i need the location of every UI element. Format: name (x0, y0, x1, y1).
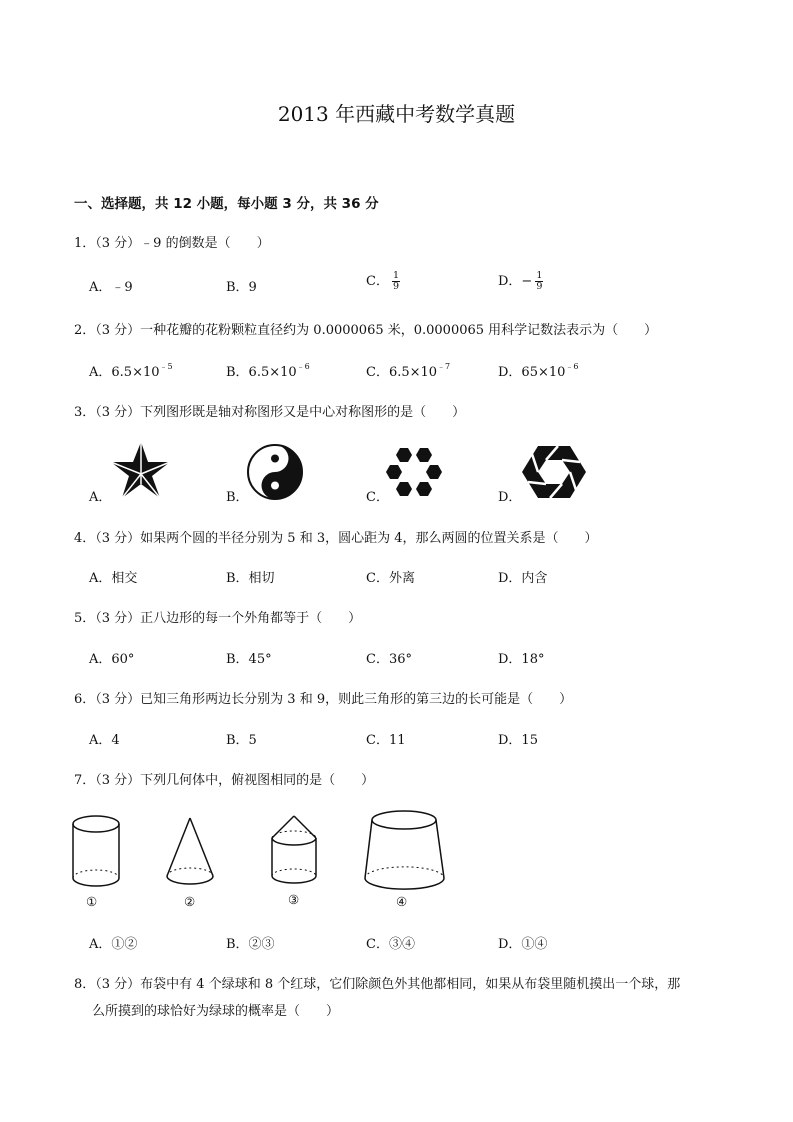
solid-label-3: ③ (288, 892, 300, 907)
q5-option-c: C．36° (366, 652, 412, 667)
q2-option-c: C．$6.5\times 10^{﹣7}$ (366, 361, 451, 380)
shutter-figure (522, 444, 586, 500)
hexagon-ring-figure (386, 446, 442, 498)
q4-option-a: A．相交 (89, 571, 138, 586)
question-3-stem: 3．（3 分）下列图形既是轴对称图形又是中心对称图形的是（ ） (74, 405, 466, 420)
star-figure (108, 440, 174, 502)
q2-option-d: D．$65\times 10^{﹣6}$ (498, 361, 579, 380)
q4-option-c: C．外离 (366, 571, 415, 586)
page-title: 2013 年西藏中考数学真题 (277, 102, 516, 126)
question-8-stem-line1: 8．（3 分）布袋中有 4 个绿球和 8 个红球，它们除颜色外其他都相同，如果从布袋里随机摸出一个球，那 (74, 977, 681, 992)
q3-option-a: A． (89, 490, 112, 505)
q6-option-b: B．5 (226, 733, 257, 748)
q6-option-d: D．15 (498, 733, 538, 748)
question-5-stem: 5．（3 分）正八边形的每一个外角都等于（ ） (74, 611, 362, 626)
cylinder-cone-figure (266, 812, 322, 892)
q7-option-c: C．③④ (366, 937, 415, 952)
solid-label-2: ② (184, 894, 196, 909)
q7-option-b: B．②③ (226, 937, 275, 952)
q5-option-a: A．60° (89, 652, 135, 667)
question-1-stem: 1．（3 分）﹣9 的倒数是（ ） (74, 236, 270, 251)
q7-option-a: A．①② (89, 937, 138, 952)
cone-figure (164, 814, 218, 890)
q3-option-b: B． (226, 490, 249, 505)
q1-option-b: B．9 (226, 280, 257, 295)
q1-option-a: A．﹣9 (89, 280, 133, 295)
q6-option-a: A．4 (89, 733, 120, 748)
q4-option-d: D．内含 (498, 571, 548, 586)
q3-option-d: D． (498, 490, 522, 505)
q2-option-a: A．$6.5\times 10^{﹣5}$ (89, 361, 173, 380)
q6-option-c: C．11 (366, 733, 406, 748)
taiji-figure (246, 443, 304, 501)
frustum-figure (360, 806, 450, 892)
q4-option-b: B．相切 (226, 571, 275, 586)
q3-option-c: C． (366, 490, 389, 505)
solid-label-4: ④ (396, 894, 408, 909)
question-8-stem-line2: 么所摸到的球恰好为绿球的概率是（ ） (92, 1004, 340, 1019)
cylinder-figure (70, 812, 124, 892)
q1-option-c: C． $\frac{1}{9}$ (366, 270, 399, 292)
question-4-stem: 4．（3 分）如果两个圆的半径分别为 5 和 3，圆心距为 4，那么两圆的位置关系是（ ） (74, 531, 598, 546)
q2-option-b: B．$6.5\times 10^{﹣6}$ (226, 361, 310, 380)
question-2-stem: 2．（3 分）一种花瓣的花粉颗粒直径约为 0.0000065 米，0.0000065 用科学记数法表示为（ ） (74, 323, 658, 338)
q5-option-d: D．18° (498, 652, 545, 667)
question-6-stem: 6．（3 分）已知三角形两边长分别为 3 和 9，则此三角形的第三边的长可能是（ ） (74, 692, 573, 707)
section-heading: 一、选择题，共 12 小题，每小题 3 分，共 36 分 (74, 196, 379, 212)
q7-option-d: D．①④ (498, 937, 548, 952)
question-7-stem: 7．（3 分）下列几何体中，俯视图相同的是（ ） (74, 773, 375, 788)
q5-option-b: B．45° (226, 652, 272, 667)
q1-option-d: D．− $\frac{1}{9}$ (498, 270, 543, 292)
solid-label-1: ① (86, 894, 98, 909)
